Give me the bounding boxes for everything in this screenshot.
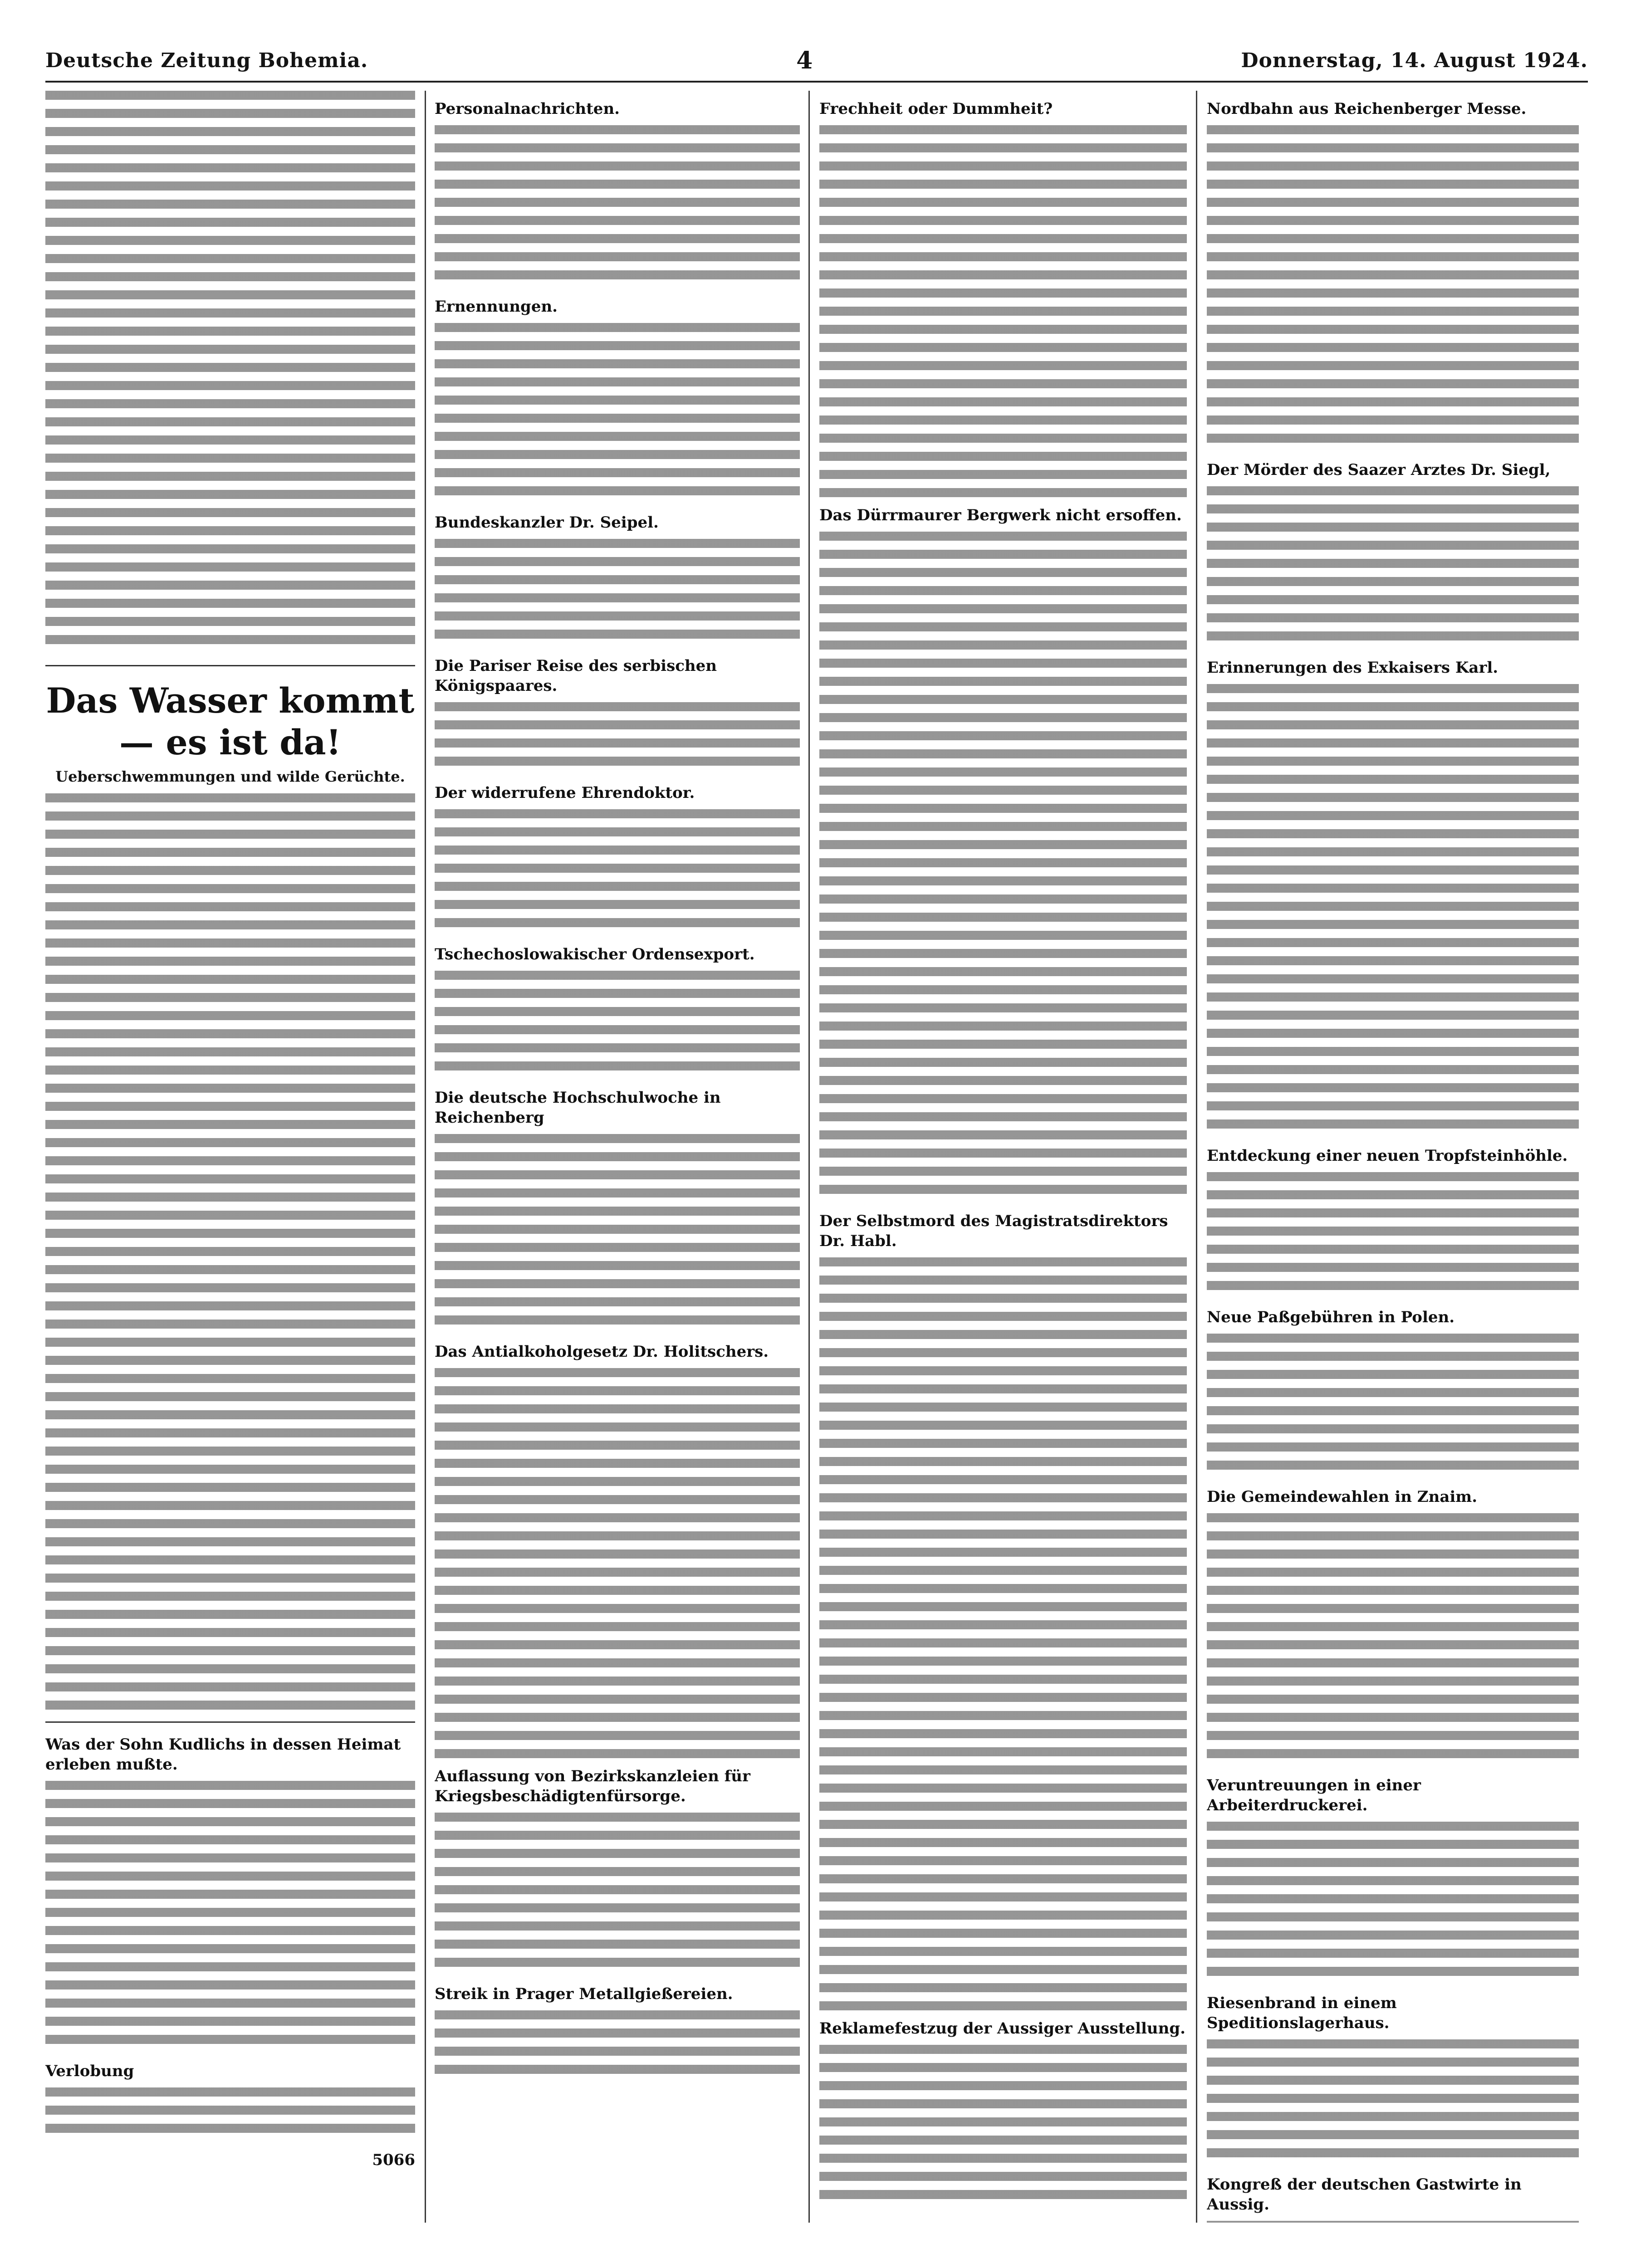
article-heading: Das Antialkoholgesetz Dr. Holitschers.: [435, 1343, 769, 1361]
body-text: [435, 1134, 800, 1334]
column-3: [819, 91, 1187, 2223]
article-heading: Die deutsche Hochschulwoche in Reichenberg: [435, 1089, 721, 1127]
body-text: [1207, 1822, 1579, 1985]
masthead-date: Donnerstag, 14. August 1924.: [1241, 49, 1588, 72]
body-text: [1207, 1172, 1579, 1299]
body-text: [435, 125, 800, 288]
article-heading: Riesenbrand in einem Speditionslagerhaus.: [1207, 1994, 1397, 2032]
body-text: [819, 2045, 1187, 2208]
body-text: [1207, 486, 1579, 650]
masthead-title: Deutsche Zeitung Bohemia.: [45, 49, 368, 72]
body-text: [435, 809, 800, 936]
article-heading: Personalnachrichten.: [435, 100, 620, 118]
article-heading: Das Dürrmaurer Bergwerk nicht ersoffen.: [819, 506, 1182, 524]
article-heading: Veruntreuungen in einer Arbeiterdruckerei.: [1207, 1776, 1421, 1814]
end-number: 5066: [372, 2151, 415, 2169]
separator: [45, 665, 415, 666]
page-number: 4: [796, 46, 813, 74]
article-heading: Frechheit oder Dummheit?: [819, 100, 1053, 118]
body-text: [1207, 1513, 1579, 1767]
article-heading: Auflassung von Bezirkskanzleien für Kriegsbeschädigtenfürsorge.: [435, 1767, 750, 1805]
body-text: [1207, 2221, 1579, 2223]
body-text: [45, 2087, 415, 2142]
article-heading: Erinnerungen des Exkaisers Karl.: [1207, 659, 1499, 677]
article-heading: Der Mörder des Saazer Arztes Dr. Siegl,: [1207, 461, 1551, 479]
article-heading: Tschechoslowakischer Ordensexport.: [435, 945, 755, 963]
body-text: [45, 1781, 415, 2053]
body-text: [435, 323, 800, 504]
body-text: [819, 532, 1187, 1203]
body-text: [45, 91, 415, 653]
article-heading: Das Wasser kommt — es ist da!: [46, 680, 415, 763]
article-heading: Nordbahn aus Reichenberger Messe.: [1207, 100, 1527, 118]
article-subheading: Ueberschwemmungen und wilde Gerüchte.: [55, 768, 405, 785]
masthead: [45, 40, 1588, 83]
article-heading: Was der Sohn Kudlichs in dessen Heimat erleben mußte.: [45, 1735, 401, 1774]
body-text: [45, 793, 415, 1710]
article-heading: Bundeskanzler Dr. Seipel.: [435, 513, 659, 532]
article-heading: Der Selbstmord des Magistratsdirektors Dr. Habl.: [819, 1212, 1168, 1250]
body-text: [819, 125, 1187, 497]
article-heading: Entdeckung einer neuen Tropfsteinhöhle.: [1207, 1147, 1568, 1165]
column-2: [435, 91, 800, 2223]
body-text: [1207, 684, 1579, 1138]
article-heading: Der widerrufene Ehrendoktor.: [435, 784, 695, 802]
article-heading: Kongreß der deutschen Gastwirte in Aussig.: [1207, 2175, 1522, 2214]
article-heading: Verlobung: [45, 2062, 134, 2080]
article-heading: Die Gemeindewahlen in Znaim.: [1207, 1488, 1478, 1506]
body-text: [1207, 1334, 1579, 1479]
column-rule-1: [425, 91, 426, 2223]
body-text: [435, 1368, 800, 1758]
body-text: [435, 539, 800, 648]
article-heading: Die Pariser Reise des serbischen Königspaares.: [435, 657, 717, 695]
column-1: [45, 91, 415, 2223]
column-4: [1207, 91, 1579, 2223]
separator: [45, 1721, 415, 1723]
column-rule-3: [1196, 91, 1197, 2223]
body-text: [819, 1257, 1187, 2010]
body-text: [435, 702, 800, 775]
article-heading: Ernennungen.: [435, 298, 558, 316]
body-text: [435, 971, 800, 1080]
body-text: [435, 1813, 800, 1976]
article-heading: Reklamefestzug der Aussiger Ausstellung.: [819, 2019, 1185, 2038]
body-text: [435, 2010, 800, 2083]
article-heading: Streik in Prager Metallgießereien.: [435, 1985, 733, 2003]
body-text: [1207, 125, 1579, 452]
body-text: [1207, 2039, 1579, 2166]
column-rule-2: [808, 91, 810, 2223]
article-heading: Neue Paßgebühren in Polen.: [1207, 1308, 1455, 1326]
